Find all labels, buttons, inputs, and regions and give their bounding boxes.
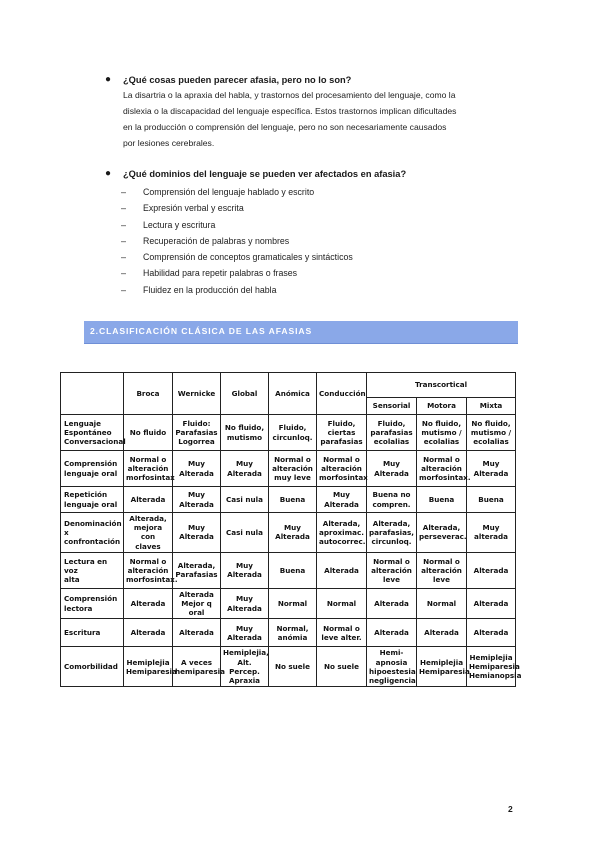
cell-text-line: alteración [127,565,169,575]
cell-text-line: Normal o [423,556,460,566]
cell-text-line: Alterada [227,570,262,580]
cell-text-line: autocorrec. [319,537,366,546]
table-cell [417,415,467,451]
cell-text-line: Muy [236,623,253,633]
table-cell [317,513,367,553]
table-cell [221,487,269,513]
cell-text-line: Comprensión [64,459,118,469]
cell-text-line: Alterada [179,499,214,509]
table-cell [467,552,516,588]
dash-icon: – [121,284,127,295]
cell-text-line: Alterada [473,565,509,575]
table-cell [124,588,173,619]
cell-text-line: Muy [236,561,253,571]
cell-text-line: Normal o [373,556,410,566]
cell-text-line: Normal o [129,454,167,464]
cell-text-line: Muy [188,523,205,533]
row-label [61,588,124,619]
list-item: – Recuperación de palabras y nombres [107,233,527,249]
table-cell [269,619,317,647]
cell-text-line: Fluido, [377,418,406,428]
cell-text-line: muy leve [274,473,311,483]
cell-text-line: parafasias [370,427,413,437]
table-cell [317,588,367,619]
cell-text-line: Alterada [130,628,166,638]
table-cell [173,588,221,619]
table-cell [367,487,417,513]
cell-text-line: Alterada [374,628,409,638]
table-cell [417,647,470,687]
table-cell [367,647,417,687]
table-cell [173,451,221,487]
cell-text-line: lenguaje oral [64,499,118,509]
table-cell [173,619,221,647]
cell-text-line: ecolalias [423,437,460,447]
cell-text-line: Comorbilidad [64,662,118,672]
table-cell [367,588,417,619]
table-cell [467,588,516,619]
cell-text-line: No fluido, [421,418,462,428]
cell-text-line: Muy [482,459,500,469]
cell-text-line: Hemiplejia, [223,648,269,658]
cell-text-line: Normal [326,599,357,609]
cell-text-line: Muy [333,490,350,500]
cell-text-line: Alterada, [129,514,167,523]
table-cell [467,487,516,513]
cell-text-line: Muy [236,594,253,604]
cell-text-line: lenguaje oral [64,468,118,478]
cell-text-line: Repetición [64,490,108,500]
cell-text-line: Alterada, [372,518,411,528]
cell-text-line: Hemiplejia [419,657,464,667]
column-header: Broca [124,373,173,415]
cell-text-line: Muy [188,459,205,469]
cell-text-line: Lenguaje [64,418,102,428]
cell-text-line: mutismo [226,432,263,442]
cell-text-line: alteración [321,463,362,473]
cell-text-line: Alterada [275,532,310,542]
page-number: 2 [508,804,513,814]
cell-text-line: Normal, [276,623,309,633]
row-label [61,552,124,588]
cell-text-line: morfosintax. [419,473,471,483]
cell-text-line: Muy [383,459,400,469]
dash-icon: – [121,268,127,279]
row-label [61,415,124,451]
table-cell [417,552,467,588]
cell-text-line: Alt. Percep. [229,657,260,676]
paragraph-line: La disartria o la apraxia del habla, y trastornos del procesamiento del lenguaje, como la [123,90,456,100]
cell-text-line: No fluido, [224,423,265,433]
cell-text-line: Comprensión [64,594,118,604]
cell-text-line: circunloq. [371,537,412,546]
cell-text-line: Normal o [323,454,360,464]
cell-text-line: Alterada [130,599,166,609]
table-cell [417,588,467,619]
cell-text-line: Buena [428,494,455,504]
table-cell [221,647,269,687]
table-cell [269,451,317,487]
table-cell [124,451,173,487]
row-label [61,647,124,687]
list-item: – Expresión verbal y escrita [107,200,527,216]
cell-text-line: Normal o [423,454,460,464]
table-cell [124,513,173,553]
cell-text-line: No suele [323,662,360,672]
list-item: – Habilidad para repetir palabras o frases [107,265,527,281]
question-block-2 [107,167,527,298]
column-header: Conducción [317,373,367,415]
table-cell [367,552,417,588]
cell-text-line: Espontáneo [64,427,112,437]
cell-text-line: Escritura [64,628,101,638]
cell-text-line: Alterada [227,468,262,478]
table-cell [173,513,221,553]
cell-text-line: Normal o [129,556,167,566]
cell-text-line: Fluido: [182,418,211,428]
cell-text-line: Apraxia [228,676,261,686]
cell-text-line: Buena [478,494,504,504]
cell-text-line: mutismo / [470,427,512,437]
cell-text-line: parafasias [320,437,363,447]
cell-text-line: Hemi-apnosia [375,648,408,667]
cell-text-line: Alterada [473,628,509,638]
cell-text-line: anómia [277,632,308,642]
table-row [61,619,516,647]
table-cell [269,647,317,687]
table-cell [367,415,417,451]
cell-text-line: Alterada [374,599,409,609]
table-cell [317,647,367,687]
cell-text-line: morfosintax [319,473,368,483]
cell-text-line: parafasias, [369,527,414,537]
row-label [61,487,124,513]
cell-text-line: Alterada [130,494,166,504]
cell-text-line: Normal [426,599,457,609]
column-header: Anómica [269,373,317,415]
cell-text-line: Alterada [473,599,509,609]
cell-text-line: Denominación [64,518,122,528]
cell-text-line: No fluido [129,427,167,437]
cell-text-line: Alterada [424,628,459,638]
table-cell [221,588,269,619]
paragraph-line: en la producción o comprensión del lenguaje, pero no son necesariamente causados [123,122,447,132]
cell-text-line: mutismo / [421,427,462,437]
table-cell [317,415,367,451]
cell-text-line: morfosintax. [126,574,178,584]
cell-text-line: Mejor q oral [181,599,212,618]
table-cell [467,647,522,687]
cell-text-line: Conversacional [64,437,126,447]
table-cell [173,487,221,513]
table-cell [317,552,367,588]
bullet-icon: ● [105,168,112,179]
section-heading [84,321,518,344]
cell-text-line: A veces [180,657,213,667]
cell-text-line: alteración [272,463,313,473]
row-label [61,513,124,553]
table-row [61,513,516,553]
aphasia-classification-table [60,372,522,687]
cell-text-line: Alterada [227,603,262,613]
cell-text-line: Casi nula [226,527,263,537]
question-title: ¿Qué cosas pueden parecer afasia, pero no lo son? [123,75,352,85]
cell-text-line: Muy [236,459,253,469]
table-cell [317,487,367,513]
cell-text-line: Alterada [324,499,359,509]
cell-text-line: Alterada [179,589,214,599]
cell-text-line: Alterada [227,632,262,642]
table-cell [221,552,269,588]
cell-text-line: ecolalias [373,437,410,447]
table-cell [269,588,317,619]
table-cell [124,415,173,451]
cell-text-line: Alterada, [322,518,361,528]
cell-text-line: x confrontación [64,527,121,546]
table-cell [367,513,417,553]
cell-text-line: No suele [274,662,311,672]
cell-text-line: leve [383,574,400,584]
cell-text-line: ciertas [327,427,356,437]
table-header-row [61,373,516,398]
column-subheader: Motora [417,398,467,415]
dash-icon: – [121,203,127,214]
table-cell [124,647,177,687]
table-cell [173,415,221,451]
table-cell [417,451,471,487]
table-corner-cell [61,373,124,415]
cell-text-line: alteración [127,463,169,473]
table-cell [417,619,467,647]
cell-text-line: compren. [372,499,411,509]
cell-text-line: Muy [284,523,301,533]
list-item: – Comprensión del lenguaje hablado y escrito [107,184,527,200]
cell-text-line: Hemiparesia [469,662,520,672]
cell-text-line: leve alter. [321,632,362,642]
paragraph-line: dislexia o la discapacidad del lenguaje específica. Estos trastornos implican dificultades [123,106,457,116]
cell-text-line: hipoestesia [369,666,416,676]
dash-icon: – [121,219,127,230]
cell-text-line: alteración [371,565,412,575]
table-cell [221,451,269,487]
section-title: 2.CLASIFICACIÓN CLÁSICA DE LAS AFASIAS [90,326,313,336]
table-cell [417,487,467,513]
bullet-icon: ● [105,74,112,85]
table-cell [317,619,367,647]
cell-text-line: Parafasias [175,570,218,580]
question-title: ¿Qué dominios del lenguaje se pueden ver afectados en afasia? [123,169,407,179]
cell-text-line: mejora con [133,523,163,542]
cell-text-line: leve [433,574,450,584]
table-cell [173,647,225,687]
list-item: – Comprensión de conceptos gramaticales y sintácticos [107,249,527,265]
cell-text-line: Hemiplejia [469,653,513,663]
cell-text-line: Buena [279,494,306,504]
cell-text-line: Alterada [179,532,214,542]
table-cell [467,513,516,553]
cell-text-line: hemiparesia [175,666,225,676]
column-subheader: Mixta [467,398,516,415]
cell-text-line: Normal [277,599,308,609]
cell-text-line: aproximac. [319,527,364,537]
question-paragraph [123,87,527,151]
cell-text-line: alteración [421,463,462,473]
table-cell [467,415,516,451]
cell-text-line: Hemianopsia [469,671,522,681]
cell-text-line: Alterada [179,468,214,478]
cell-text-line: Parafasias [175,427,218,437]
table-cell [124,552,178,588]
cell-text-line: Alterada [324,565,359,575]
column-header: Wernicke [173,373,221,415]
table-cell [124,619,173,647]
cell-text-line: Casi nula [226,494,263,504]
cell-text-line: Buena no [372,490,411,500]
column-subheader: Sensorial [367,398,417,415]
domain-list [107,184,527,298]
list-item: – Lectura y escritura [107,217,527,233]
table-cell [467,451,516,487]
cell-text-line: Hemiparesia [126,666,177,676]
cell-text-line: Muy [482,523,500,533]
dash-icon: – [121,187,127,197]
cell-text-line: Alterada [374,468,409,478]
cell-text-line: Logorrea [178,437,215,447]
table-row [61,647,516,687]
dash-icon: – [121,252,127,263]
cell-text-line: lectora [64,603,93,613]
table-cell [124,487,173,513]
table-cell [221,415,269,451]
cell-text-line: negligencia [369,676,416,686]
table-row [61,487,516,513]
row-label [61,451,124,487]
table-cell [173,552,221,588]
table-row [61,451,516,487]
table-cell [221,619,269,647]
cell-text-line: ecolalias [473,437,509,447]
question-block-1 [107,73,527,151]
cell-text-line: Buena [279,565,306,575]
cell-text-line: alta [64,574,80,584]
table-cell [269,513,317,553]
cell-text-line: Hemiplejia [126,657,170,667]
cell-text-line: Alterada [473,468,509,478]
cell-text-line: Muy [188,490,205,500]
cell-text-line: Lectura en voz [64,556,108,575]
table-cell [417,513,467,553]
cell-text-line: claves [135,541,161,551]
cell-text-line: Hemiparesia [419,666,470,676]
cell-text-line: Alterada, [177,561,216,571]
cell-text-line: Fluido, [278,423,307,433]
table-cell [221,513,269,553]
table-cell [467,619,516,647]
cell-text-line: circunloq. [272,432,313,442]
cell-text-line: Normal o [323,623,360,633]
table-cell [269,415,317,451]
table-row [61,552,516,588]
paragraph-line: por lesiones cerebrales. [123,138,215,148]
table-row [61,588,516,619]
row-label [61,619,124,647]
cell-text-line: No fluido, [471,418,511,428]
cell-text-line: morfosintax [126,473,175,483]
column-header: Global [221,373,269,415]
dash-icon: – [121,235,127,246]
cell-text-line: perseverac. [419,532,467,542]
cell-text-line: Fluido, [327,418,356,428]
cell-text-line: alterada [474,532,509,542]
table-cell [367,619,417,647]
cell-text-line: Alterada [179,628,214,638]
cell-text-line: Normal o [274,454,311,464]
table-cell [317,451,367,487]
cell-text-line: Alterada, [422,523,461,533]
table-cell [367,451,417,487]
list-item: – Fluidez en la producción del habla [107,282,527,298]
table-cell [269,552,317,588]
table-cell [269,487,317,513]
cell-text-line: alteración [421,565,462,575]
table-row [61,415,516,451]
group-header-transcortical: Transcortical [367,373,516,398]
